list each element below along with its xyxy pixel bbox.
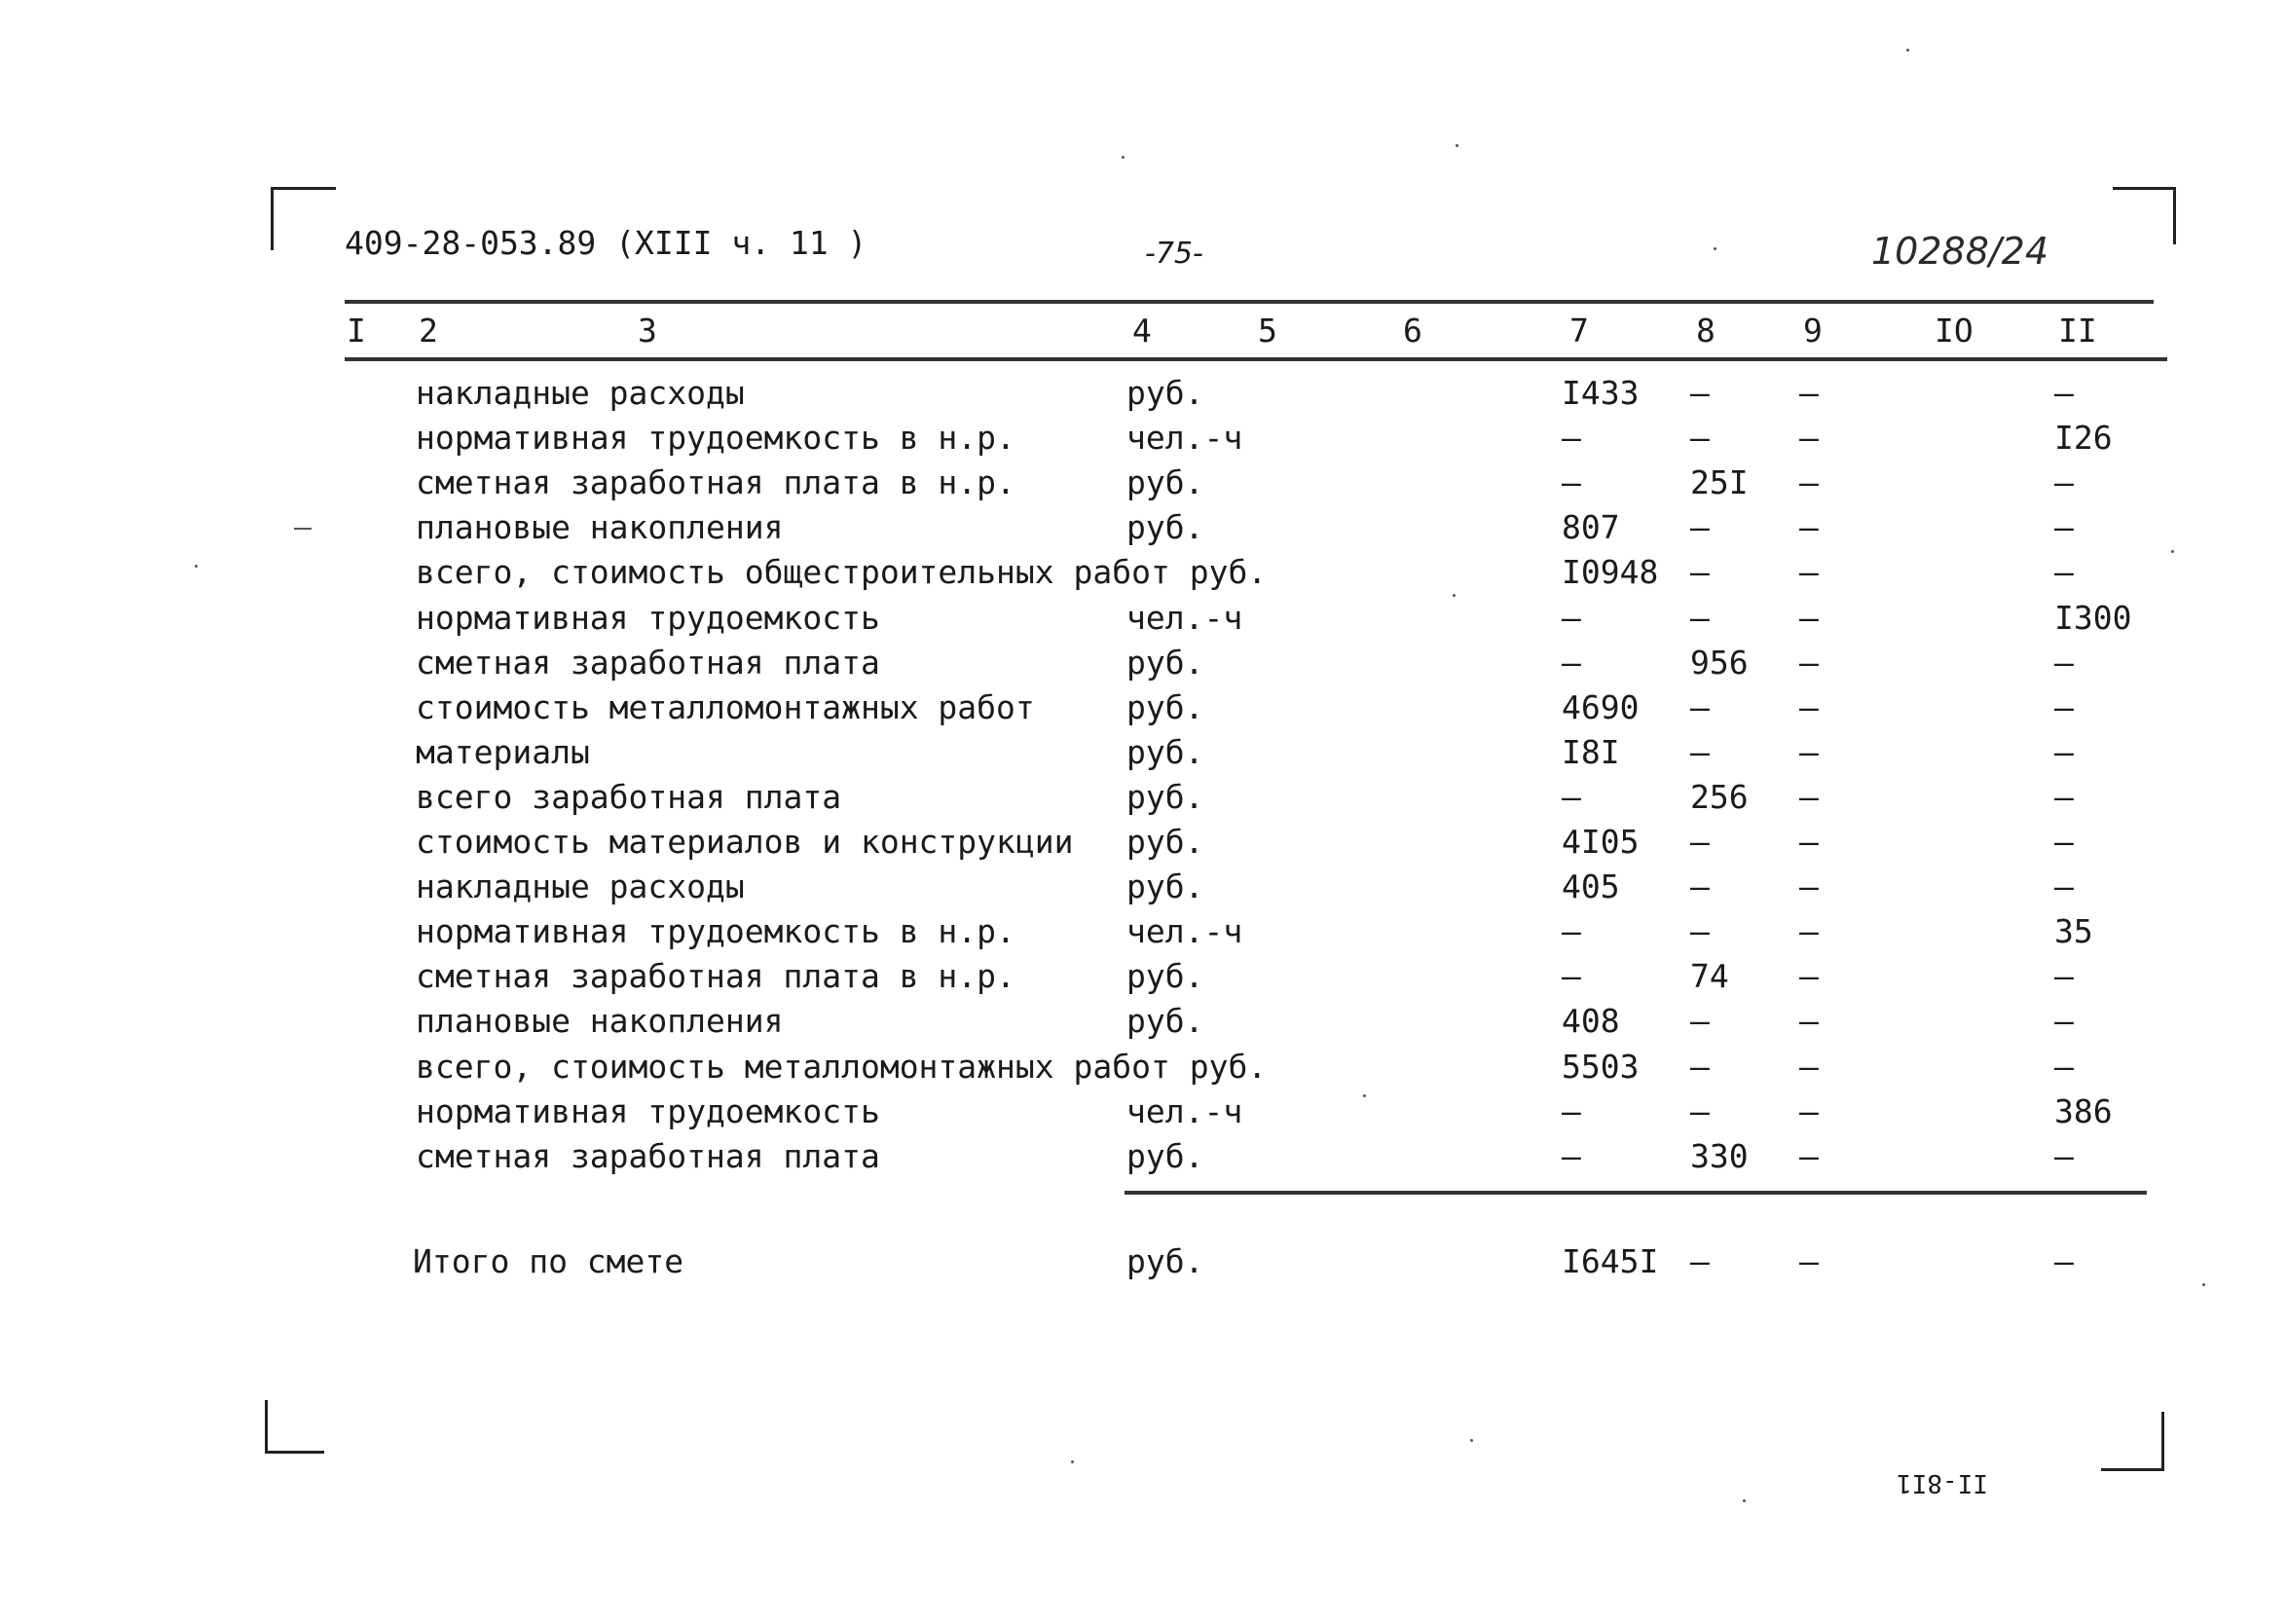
scan-dash — [294, 528, 312, 530]
row-name: сметная заработная плата — [416, 1136, 880, 1175]
total-row-col11: – — [2054, 1242, 2074, 1280]
row-col7: – — [1562, 598, 1581, 637]
row-col9: – — [1799, 463, 1819, 502]
scan-speck — [1122, 156, 1125, 159]
row-name: нормативная трудоемкость — [416, 598, 880, 637]
scan-speck — [1714, 247, 1716, 250]
row-unit: чел.-ч — [1126, 912, 1243, 951]
row-unit: руб. — [1126, 687, 1204, 726]
row-unit: руб. — [1126, 1136, 1204, 1175]
corner-mark-bottom-right — [2101, 1412, 2164, 1471]
row-name: стоимость материалов и конструкции — [416, 823, 1074, 861]
scan-speck — [1743, 1499, 1746, 1502]
total-row-col7: I645I — [1562, 1242, 1659, 1280]
row-col8: – — [1690, 553, 1710, 592]
scan-speck — [1456, 144, 1458, 147]
row-col11: 386 — [2054, 1091, 2113, 1130]
row-unit: руб. — [1126, 508, 1204, 547]
row-name: стоимость металломонтажных работ — [416, 687, 1035, 726]
row-col11: – — [2054, 1136, 2074, 1175]
scan-speck — [1470, 1439, 1473, 1442]
row-col8: 330 — [1690, 1136, 1749, 1175]
row-col9: – — [1799, 419, 1819, 458]
row-col7: 807 — [1562, 508, 1620, 547]
page-number: -75- — [1145, 237, 1203, 271]
row-col11: – — [2054, 823, 2074, 861]
scan-speck — [195, 565, 198, 568]
scan-speck — [2202, 1283, 2205, 1286]
row-col11: – — [2054, 463, 2074, 502]
row-unit: чел.-ч — [1126, 598, 1243, 637]
table-top-rule — [345, 300, 2154, 304]
row-col9: – — [1799, 1136, 1819, 1175]
column-number: 4 — [1132, 312, 1152, 350]
corner-mark-top-left — [271, 187, 336, 250]
row-col11: – — [2054, 1002, 2074, 1041]
row-unit: руб. — [1126, 643, 1204, 682]
row-col7: I0948 — [1562, 553, 1659, 592]
row-col11: – — [2054, 374, 2074, 412]
row-unit: чел.-ч — [1126, 1091, 1243, 1130]
row-col11: – — [2054, 508, 2074, 547]
scan-speck — [1906, 49, 1909, 52]
row-name: нормативная трудоемкость в н.р. — [416, 419, 1015, 458]
row-col7: 5503 — [1562, 1047, 1640, 1086]
row-col9: – — [1799, 374, 1819, 412]
row-col11: – — [2054, 643, 2074, 682]
column-number: IO — [1935, 312, 1973, 350]
row-col8: – — [1690, 1047, 1710, 1086]
row-col9: – — [1799, 508, 1819, 547]
row-col11: – — [2054, 732, 2074, 771]
row-col11: – — [2054, 867, 2074, 906]
scan-speck — [2171, 550, 2174, 553]
row-col8: – — [1690, 419, 1710, 458]
row-col7: – — [1562, 777, 1581, 816]
row-col9: – — [1799, 598, 1819, 637]
table-header-rule — [345, 357, 2167, 361]
row-name: плановые накопления — [416, 1002, 784, 1041]
row-name: нормативная трудоемкость — [416, 1091, 880, 1130]
row-col9: – — [1799, 912, 1819, 951]
row-col7: I433 — [1562, 374, 1640, 412]
row-col7: – — [1562, 957, 1581, 996]
row-col8: – — [1690, 1002, 1710, 1041]
row-col9: – — [1799, 553, 1819, 592]
row-col9: – — [1799, 867, 1819, 906]
row-col8: – — [1690, 508, 1710, 547]
column-number: 6 — [1403, 312, 1422, 350]
row-col8: – — [1690, 1091, 1710, 1130]
row-col9: – — [1799, 643, 1819, 682]
total-row-name: Итого по смете — [413, 1242, 684, 1280]
row-col7: I8I — [1562, 732, 1620, 771]
column-number: 8 — [1696, 312, 1715, 350]
row-col7: – — [1562, 643, 1581, 682]
row-unit: руб. — [1126, 1002, 1204, 1041]
row-col9: – — [1799, 777, 1819, 816]
column-number: II — [2058, 312, 2097, 350]
column-number: I — [347, 312, 366, 350]
row-name: нормативная трудоемкость в н.р. — [416, 912, 1015, 951]
row-col8: – — [1690, 912, 1710, 951]
row-col7: 405 — [1562, 867, 1620, 906]
column-number: 9 — [1803, 312, 1823, 350]
column-number: 5 — [1258, 312, 1277, 350]
row-col8: – — [1690, 732, 1710, 771]
row-unit: руб. — [1126, 374, 1204, 412]
row-col9: – — [1799, 823, 1819, 861]
footer-mark: II-8I1 — [1897, 1468, 1988, 1497]
row-col7: 408 — [1562, 1002, 1620, 1041]
row-name: всего заработная плата — [416, 777, 842, 816]
row-col9: – — [1799, 1047, 1819, 1086]
row-col11: – — [2054, 777, 2074, 816]
row-col8: 256 — [1690, 777, 1749, 816]
row-name: материалы — [416, 732, 590, 771]
row-col8: – — [1690, 687, 1710, 726]
row-unit: руб. — [1126, 463, 1204, 502]
total-row-col8: – — [1690, 1242, 1710, 1280]
total-row-col9: – — [1799, 1242, 1819, 1280]
row-col7: 4690 — [1562, 687, 1640, 726]
row-name: плановые накопления — [416, 508, 784, 547]
row-name: всего, стоимость металломонтажных работ руб. — [416, 1047, 1268, 1086]
row-col9: – — [1799, 687, 1819, 726]
corner-mark-bottom-left — [265, 1400, 324, 1454]
row-unit: руб. — [1126, 823, 1204, 861]
row-col11: – — [2054, 553, 2074, 592]
row-name: всего, стоимость общестроительных работ руб. — [416, 553, 1268, 592]
row-name: сметная заработная плата в н.р. — [416, 463, 1015, 502]
document-code: 409-28-053.89 (XIII ч. 11 ) — [345, 224, 867, 262]
row-col9: – — [1799, 1002, 1819, 1041]
row-col7: – — [1562, 463, 1581, 502]
total-row-unit: руб. — [1126, 1242, 1204, 1280]
row-col8: 956 — [1690, 643, 1749, 682]
row-col11: – — [2054, 957, 2074, 996]
row-col7: – — [1562, 1091, 1581, 1130]
row-col7: – — [1562, 419, 1581, 458]
corner-mark-top-right — [2113, 187, 2176, 244]
column-number: 2 — [419, 312, 438, 350]
row-name: накладные расходы — [416, 374, 745, 412]
row-col9: – — [1799, 732, 1819, 771]
row-col7: 4I05 — [1562, 823, 1640, 861]
row-col8: – — [1690, 598, 1710, 637]
row-col8: 25I — [1690, 463, 1749, 502]
row-col11: I300 — [2054, 598, 2132, 637]
table-bottom-rule — [1125, 1191, 2147, 1195]
row-unit: чел.-ч — [1126, 419, 1243, 458]
row-unit: руб. — [1126, 867, 1204, 906]
row-unit: руб. — [1126, 777, 1204, 816]
column-number: 3 — [638, 312, 657, 350]
row-name: сметная заработная плата в н.р. — [416, 957, 1015, 996]
row-col9: – — [1799, 957, 1819, 996]
row-col11: – — [2054, 1047, 2074, 1086]
row-col8: – — [1690, 374, 1710, 412]
row-col7: – — [1562, 1136, 1581, 1175]
row-name: накладные расходы — [416, 867, 745, 906]
column-number: 7 — [1569, 312, 1589, 350]
scan-speck — [1453, 594, 1456, 597]
row-col11: I26 — [2054, 419, 2113, 458]
row-unit: руб. — [1126, 732, 1204, 771]
scan-speck — [1071, 1460, 1074, 1463]
row-col11: – — [2054, 687, 2074, 726]
row-col8: – — [1690, 867, 1710, 906]
archive-number: 10288/24 — [1871, 230, 2049, 273]
row-col7: – — [1562, 912, 1581, 951]
row-unit: руб. — [1126, 957, 1204, 996]
row-col11: 35 — [2054, 912, 2093, 951]
row-col8: – — [1690, 823, 1710, 861]
row-name: сметная заработная плата — [416, 643, 880, 682]
scan-speck — [1363, 1094, 1366, 1097]
row-col9: – — [1799, 1091, 1819, 1130]
row-col8: 74 — [1690, 957, 1729, 996]
